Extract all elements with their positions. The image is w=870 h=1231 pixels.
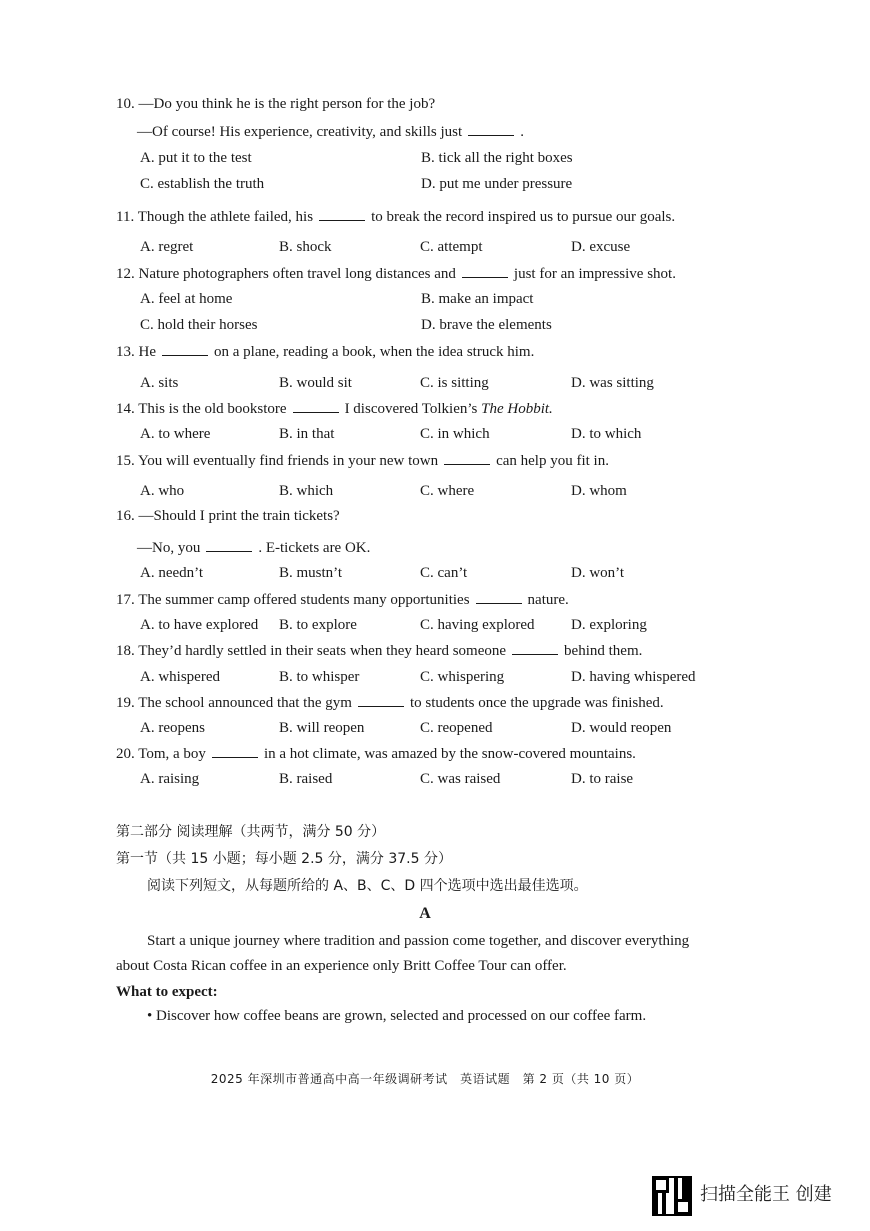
option: B. will reopen [279, 720, 365, 736]
passage-text: Start a unique journey where tradition and passion come together, and discover everything [147, 933, 690, 949]
option: A. raising [140, 771, 200, 787]
answer-blank [212, 743, 258, 758]
question-13: 13. He on a plane, reading a book, when the idea struck him. [116, 341, 534, 362]
option: A. to where [140, 426, 211, 442]
option: A. sits [140, 375, 179, 391]
answer-blank [462, 263, 508, 278]
option: D. to raise [571, 771, 634, 787]
option: A. needn’t [140, 565, 204, 581]
question-20: 20. Tom, a boy in a hot climate, was amazed by the snow-covered mountains. [116, 743, 636, 764]
question-10: 10. —Do you think he is the right person for the job? [116, 96, 436, 112]
option: C. was raised [420, 771, 501, 787]
option: B. make an impact [421, 291, 534, 307]
option: B. would sit [279, 375, 352, 391]
section1-title: 第一节（共 15 小题；每小题 2.5 分，满分 37.5 分） [116, 851, 452, 867]
answer-blank [468, 121, 514, 136]
question-18: 18. They’d hardly settled in their seats when they heard someone behind them. [116, 640, 642, 661]
option: C. attempt [420, 239, 483, 255]
option: B. raised [279, 771, 333, 787]
option: D. to which [571, 426, 642, 442]
expect-heading: What to expect: [116, 984, 218, 1000]
question-12: 12. Nature photographers often travel long distances and just for an impressive shot. [116, 263, 676, 284]
part2-title: 第二部分 阅读理解（共两节，满分 50 分） [116, 824, 386, 840]
option: C. is sitting [420, 375, 489, 391]
answer-blank [293, 398, 339, 413]
answer-blank [476, 589, 522, 604]
option: B. in that [279, 426, 335, 442]
answer-blank [206, 537, 252, 552]
question-11: 11. Though the athlete failed, his to break the record inspired us to pursue our goals. [116, 206, 675, 227]
answer-blank [444, 450, 490, 465]
option: D. won’t [571, 565, 625, 581]
question-19: 19. The school announced that the gym to students once the upgrade was finished. [116, 692, 664, 713]
option: D. was sitting [571, 375, 654, 391]
question-16-reply: —No, you . E-tickets are OK. [137, 537, 370, 558]
passage-text: about Costa Rican coffee in an experience only Britt Coffee Tour can offer. [116, 958, 567, 974]
option: A. put it to the test [140, 150, 252, 166]
option: C. reopened [420, 720, 493, 736]
reading-instruction: 阅读下列短文，从每题所给的 A、B、C、D 四个选项中选出最佳选项。 [147, 878, 588, 894]
option: B. shock [279, 239, 332, 255]
option: A. who [140, 483, 185, 499]
answer-blank [358, 692, 404, 707]
option: A. feel at home [140, 291, 233, 307]
option: C. where [420, 483, 475, 499]
option: D. excuse [571, 239, 631, 255]
option: B. which [279, 483, 334, 499]
answer-blank [319, 206, 365, 221]
option: D. having whispered [571, 669, 696, 685]
bullet-item: • Discover how coffee beans are grown, selected and processed on our coffee farm. [147, 1008, 647, 1024]
option: D. would reopen [571, 720, 672, 736]
question-14: 14. This is the old bookstore I discovered Tolkien’s The Hobbit. [116, 398, 553, 419]
option: D. brave the elements [421, 317, 552, 333]
passage-label: A [419, 905, 431, 922]
question-16: 16. —Should I print the train tickets? [116, 508, 340, 524]
option: A. regret [140, 239, 194, 255]
option: A. to have explored [140, 617, 259, 633]
option: C. having explored [420, 617, 535, 633]
option: C. establish the truth [140, 176, 265, 192]
option: B. to whisper [279, 669, 360, 685]
qr-code-icon [654, 1178, 690, 1214]
question-17: 17. The summer camp offered students many opportunities nature. [116, 589, 569, 610]
page-footer: 2025 年深圳市普通高中高一年级调研考试 英语试题 第 2 页（共 10 页） [210, 1072, 640, 1086]
option: A. whispered [140, 669, 220, 685]
option: C. whispering [420, 669, 505, 685]
option: D. exploring [571, 617, 647, 633]
question-10-reply: —Of course! His experience, creativity, and skills just . [137, 121, 524, 142]
option: D. whom [571, 483, 627, 499]
option: A. reopens [140, 720, 205, 736]
scanner-watermark: 扫描全能王 创建 [700, 1184, 832, 1205]
option: C. in which [420, 426, 490, 442]
option: B. mustn’t [279, 565, 343, 581]
question-15: 15. You will eventually find friends in your new town can help you fit in. [116, 450, 609, 471]
option: C. can’t [420, 565, 468, 581]
answer-blank [512, 640, 558, 655]
option: C. hold their horses [140, 317, 258, 333]
option: B. to explore [279, 617, 357, 633]
option: D. put me under pressure [421, 176, 573, 192]
option: B. tick all the right boxes [421, 150, 573, 166]
answer-blank [162, 341, 208, 356]
